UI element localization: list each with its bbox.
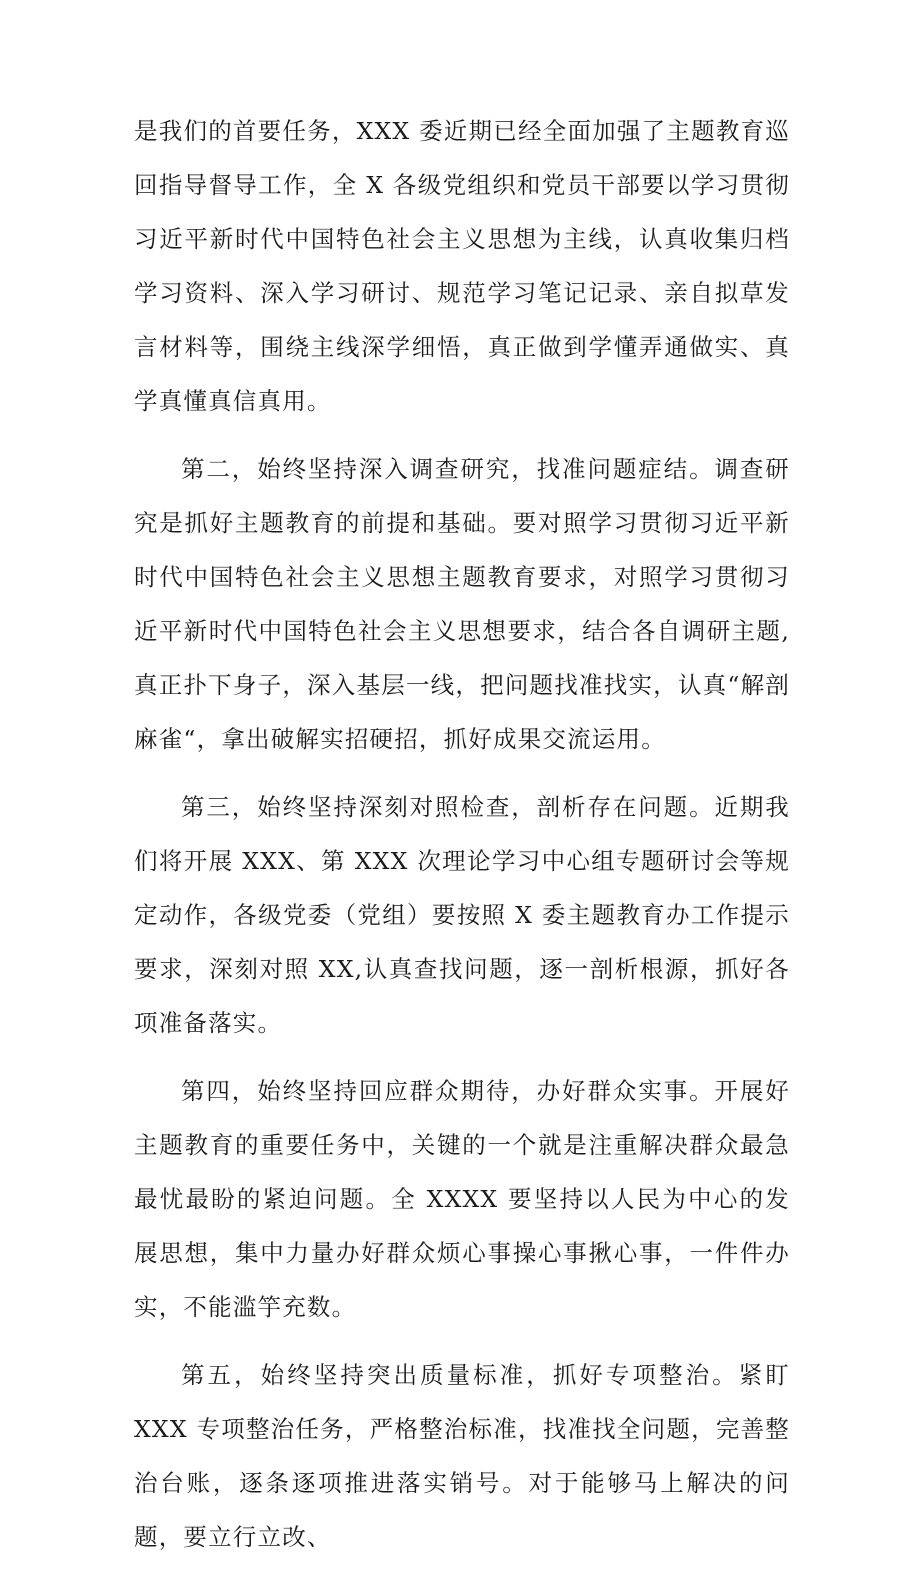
document-body [134, 104, 790, 1578]
paragraph-2: 第二，始终坚持深入调查研究，找准问题症结。调查研究是抓好主题教育的前提和基础。要对照学习贯彻习近平新时代中国特色社会主义思想主题教育要求，对照学习贯彻习近平新时代中国特色社会主义思想要求，结合各自调研主题,真正扑下身子，深入基层一线，把问题找准找实，认真“解剖麻雀“，拿出破解实招硬招，抓好成果交流运用。 [134, 455, 790, 753]
paragraph-1: 是我们的首要任务，XXX 委近期已经全面加强了主题教育巡回指导督导工作，全 X 各级党组织和党员干部要以学习贯彻习近平新时代中国特色社会主义思想为主线，认真收集归档学习资料、深入学习研讨、规范学习笔记记录、亲自拟草发言材料等，围绕主线深学细悟，真正做到学懂弄通做实、真学真懂真信真用。 [134, 117, 790, 415]
paragraph-3: 第三，始终坚持深刻对照检查，剖析存在问题。近期我们将开展 XXX、第 XXX 次理论学习中心组专题研讨会等规定动作，各级党委（党组）要按照 X 委主题教育办工作提示要求，深刻对照 XX,认真查找问题，逐一剖析根源，抓好各项准备落实。 [134, 793, 790, 1037]
paragraph-5: 第五，始终坚持突出质量标准，抓好专项整治。紧盯 XXX 专项整治任务，严格整治标准，找准找全问题，完善整治台账，逐条逐项推进落实销号。对于能够马上解决的问题，要立行立改、 [134, 1361, 790, 1551]
paragraph-4: 第四，始终坚持回应群众期待，办好群众实事。开展好主题教育的重要任务中，关键的一个就是注重解决群众最急最忧最盼的紧迫问题。全 XXXX 要坚持以人民为中心的发展思想，集中力量办好群众烦心事操心事揪心事，一件件办实，不能滥竽充数。 [134, 1077, 790, 1321]
